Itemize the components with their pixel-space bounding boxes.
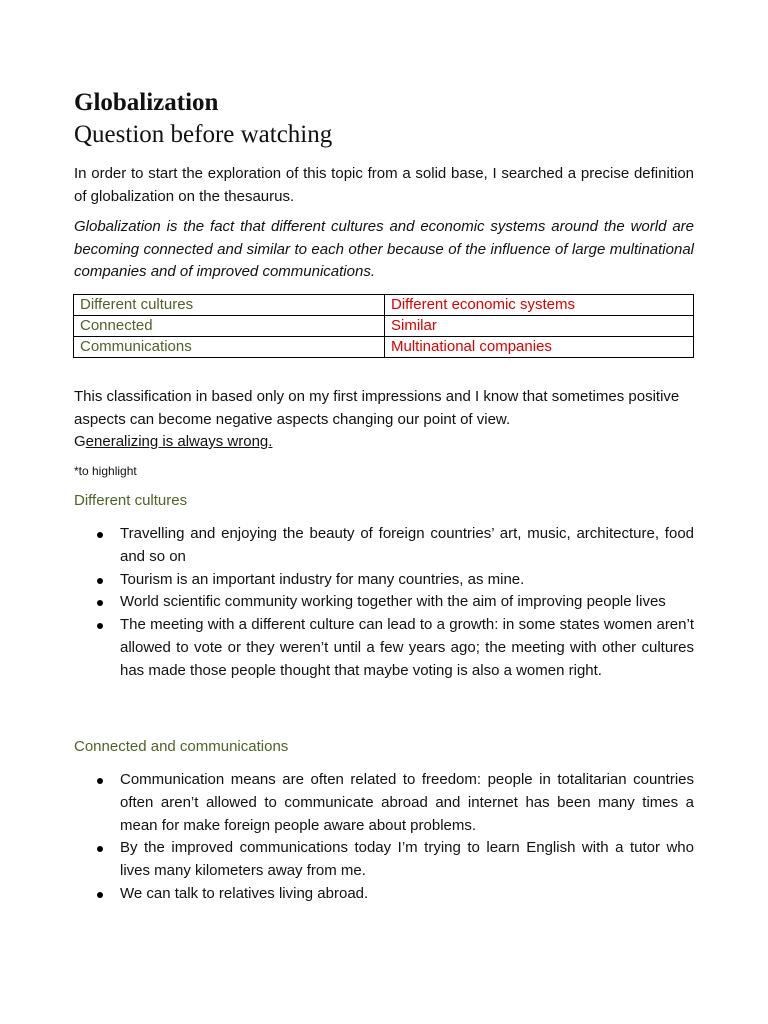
list-item-text: Communication means are often related to freedom: people in totalitarian countries often aren’t allowed to communicate abroad and internet has been many times a mean for make foreign people aware about problems. (120, 771, 694, 834)
table-cell-negative: Different economic systems (385, 295, 694, 316)
list-item (74, 569, 694, 592)
bullet-icon (97, 778, 103, 784)
list-item-text: We can talk to relatives living abroad. (120, 884, 369, 902)
list-item (74, 769, 694, 837)
bullet-icon (97, 892, 103, 898)
document-title: Globalization (74, 89, 219, 116)
section-heading-different-cultures: Different cultures (74, 492, 188, 509)
list-item-text: The meeting with a different culture can lead to a growth: in some states women aren’t allowed to vote or they weren’t until a few years ago; the meeting with other cultures has made those people thought that maybe voting is also a women right. (120, 616, 694, 679)
list-item (74, 614, 694, 682)
section-heading-connected-communications: Connected and communications (74, 738, 289, 755)
table-cell-negative: Similar (385, 316, 694, 337)
classification-text: This classification in based only on my first impressions and I know that sometimes positive aspects can become negative aspects changing our point of view. (74, 388, 680, 428)
table-row (74, 337, 694, 358)
table-cell-negative: Multinational companies (385, 337, 694, 358)
list-item (74, 837, 694, 883)
document-subtitle: Question before watching (74, 121, 333, 148)
bullet-icon (97, 578, 103, 584)
list-item (74, 523, 694, 569)
generalizing-highlight: eneralizing is always wrong. (85, 433, 273, 450)
bullet-icon (97, 532, 103, 538)
bullet-icon (97, 600, 103, 606)
classification-table (73, 294, 694, 358)
intro-paragraph: In order to start the exploration of this topic from a solid base, I searched a precise definition of globalization on the thesaurus. (74, 165, 694, 205)
bullet-icon (97, 846, 103, 852)
list-item-text: Tourism is an important industry for many countries, as mine. (120, 570, 525, 588)
list-item (74, 883, 694, 906)
list-item-text: World scientific community working together with the aim of improving people lives (120, 593, 666, 611)
highlight-note: *to highlight (74, 464, 137, 478)
table-cell-positive: Communications (74, 337, 385, 358)
list-item (74, 591, 694, 614)
table-row (74, 316, 694, 337)
list-item-text: By the improved communications today I’m trying to learn English with a tutor who lives many kilometers away from me. (120, 839, 694, 880)
table-cell-positive: Connected (74, 316, 385, 337)
generalizing-prefix: G (74, 433, 86, 450)
table-row (74, 295, 694, 316)
different-cultures-list (74, 523, 694, 683)
connected-communications-list (74, 769, 694, 906)
bullet-icon (97, 623, 103, 629)
table-cell-positive: Different cultures (74, 295, 385, 316)
list-item-text: Travelling and enjoying the beauty of foreign countries’ art, music, architecture, food and so on (120, 525, 694, 565)
definition-paragraph: Globalization is the fact that different cultures and economic systems around the world are becoming connected and similar to each other because of the influence of large multinational companies and of improved communications. (74, 218, 694, 280)
classification-paragraph (74, 386, 694, 454)
